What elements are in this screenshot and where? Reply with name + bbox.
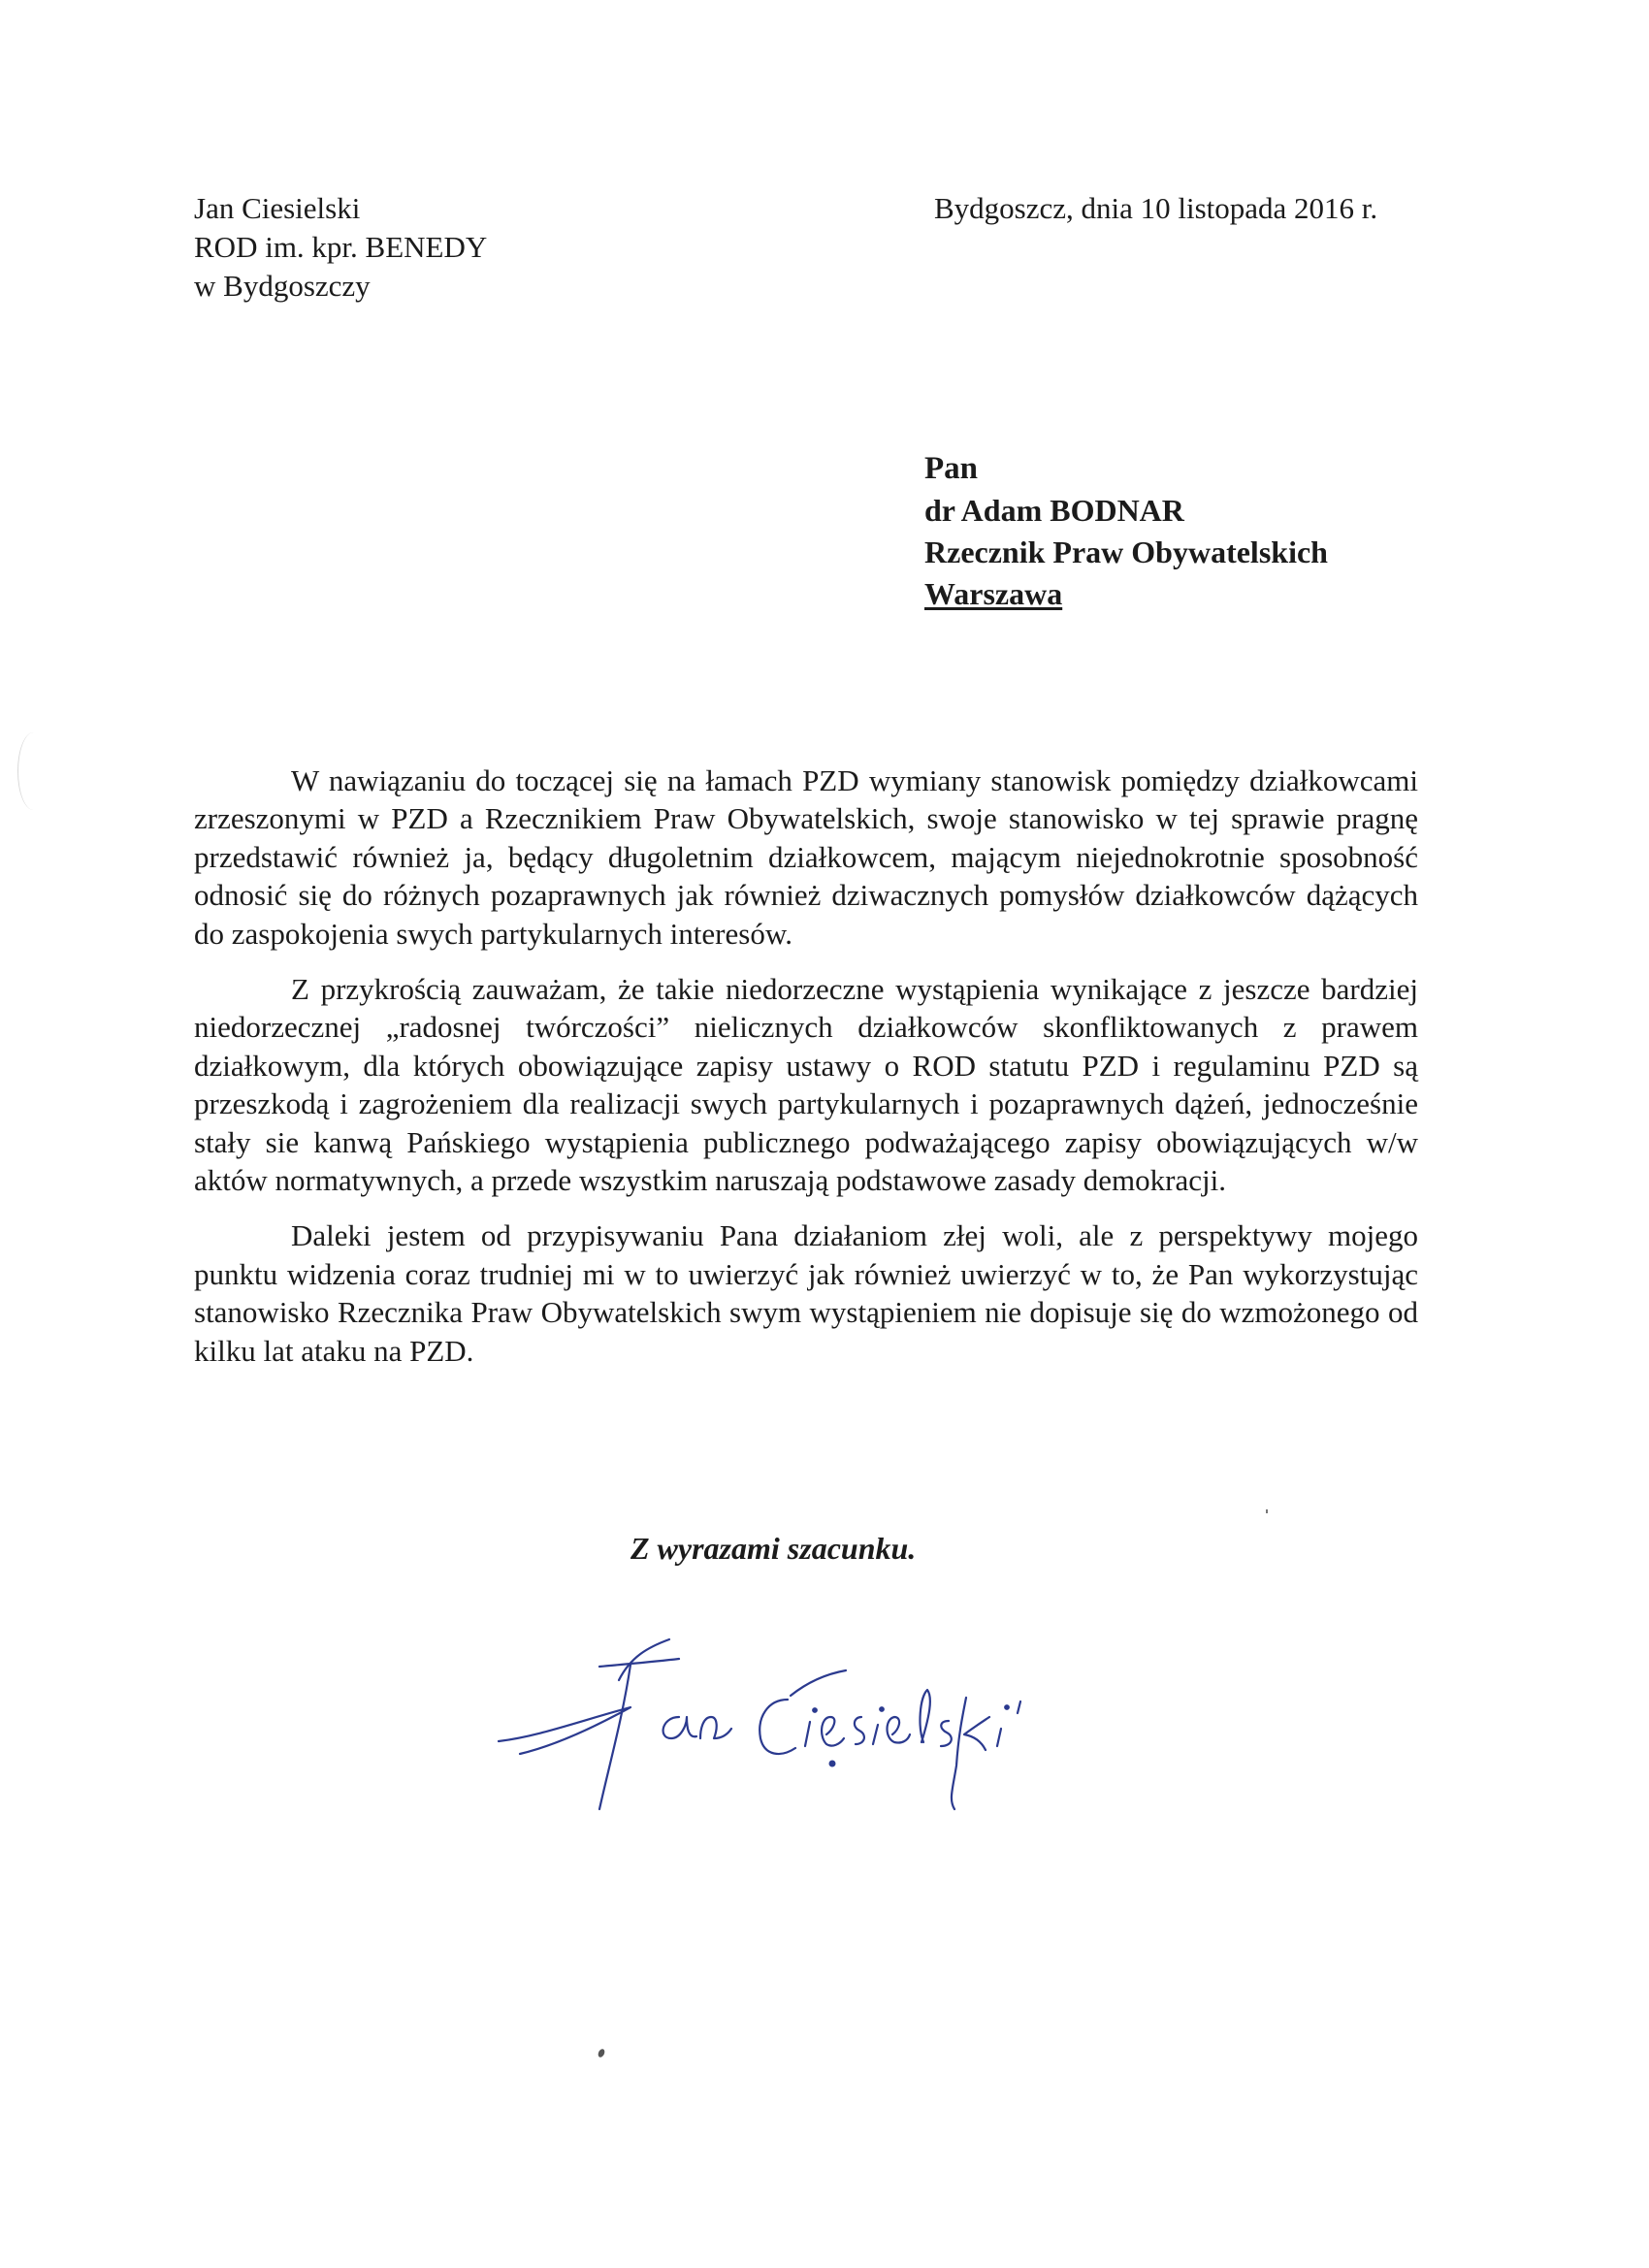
body-paragraph-3: Daleki jestem od przypisywaniu Pana działaniom złej woli, ale z perspektywy mojego punktu widzenia coraz trudniej mi w to uwierzyć jak również uwierzyć w to, że Pan wykorzystując stanowisko Rzecznika Praw Obywatelskich swym wystąpieniem nie dopisuje się do wzmożonego od kilku lat ataku na PZD. (194, 1218, 1418, 1368)
scan-speck (1266, 1509, 1268, 1513)
sender-name: Jan Ciesielski (194, 191, 361, 225)
recipient-salutation: Pan (924, 451, 979, 486)
scan-speck (597, 2048, 605, 2058)
closing-phrase: Z wyrazami szacunku. (630, 1531, 917, 1566)
letter-body (194, 761, 1418, 1387)
recipient-title: Rzecznik Praw Obywatelskich (924, 535, 1328, 569)
date-line: Bydgoszcz, dnia 10 listopada 2016 r. (934, 191, 1378, 225)
recipient-city: Warszawa (924, 576, 1063, 611)
sender-block (194, 189, 487, 306)
body-paragraph-2: Z przykrością zauważam, że takie niedorzeczne wystąpienia wynikające z jeszcze bardziej niedorzecznej „radosnej twórczości” nielicznych działkowców skonfliktowanych z prawem działkowym, dla których obowiązujące zapisy ustawy o ROD statutu PZD i regulaminu PZD są przeszkodą i zagrożeniem dla realizacji swych partykularnych i pozaprawnych dążeń, jednocześnie stały sie kanwą Pańskiego wystąpienia publicznego podważającego zapisy obowiązujących w/w aktów normatywnych, a przede wszystkim naruszają podstawowe zasady demokracji. (194, 972, 1418, 1198)
sender-organization: ROD im. kpr. BENEDY (194, 230, 488, 264)
recipient-block (924, 448, 1328, 615)
recipient-name: dr Adam BODNAR (924, 493, 1184, 528)
scan-edge-mark (17, 732, 49, 810)
body-paragraph-1: W nawiązaniu do toczącej się na łamach PZD wymiany stanowisk pomiędzy działkowcami zrzeszonymi w PZD a Rzecznikiem Praw Obywatelskich, swoje stanowisko w tej sprawie pragnę przedstawić również ja, będący długoletnim działkowcem, mającym niejednokrotnie sposobność odnosić się do różnych pozaprawnych jak również dziwacznych pomysłów działkowców dążących do zaspokojenia swych partykularnych interesów. (194, 763, 1418, 951)
handwritten-signature (485, 1620, 1106, 1824)
sender-city: w Bydgoszczy (194, 269, 371, 303)
